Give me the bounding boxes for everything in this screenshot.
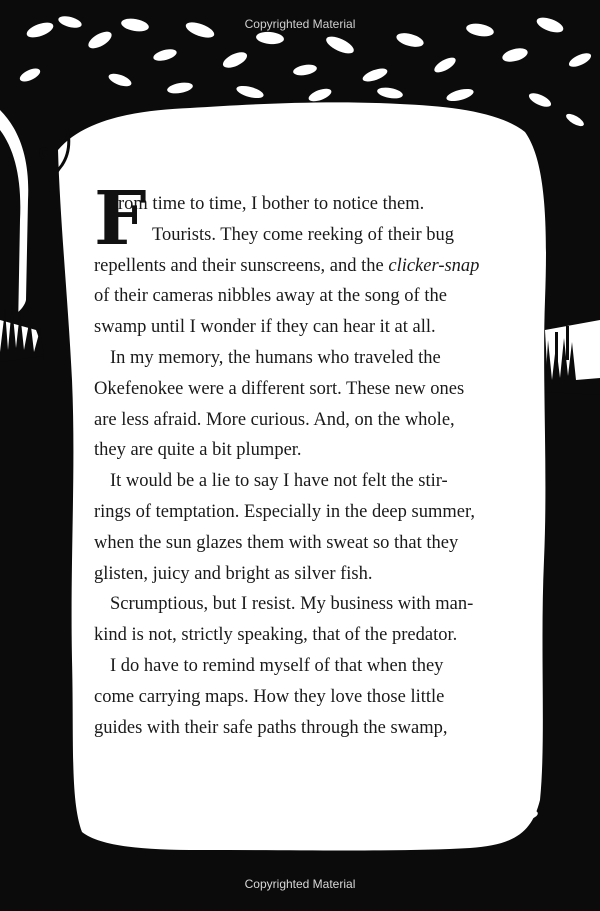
- copyright-watermark-top: Copyrighted Material: [244, 17, 356, 31]
- text-line: It would be a lie to say I have not felt the stir-: [110, 471, 448, 492]
- text-line: when the sun glazes them with sweat so that they: [94, 532, 459, 553]
- paragraph-3: [94, 343, 506, 466]
- text-line: In my memory, the humans who traveled the: [110, 347, 441, 368]
- text-line: glisten, juicy and bright as silver fish.: [94, 563, 373, 584]
- text-line: rom time to time, I bother to notice them.: [118, 194, 425, 214]
- text-line: guides with their safe paths through the swamp,: [94, 717, 448, 738]
- body-text: [94, 176, 506, 743]
- text-line: Scrumptious, but I resist. My business with man-: [110, 594, 474, 615]
- paragraph-5: [94, 589, 506, 651]
- text-line: come carrying maps. How they love those little: [94, 686, 445, 707]
- paragraph-2: [94, 220, 506, 343]
- text-line: of their cameras nibbles away at the song of the: [94, 286, 447, 307]
- text-line: swamp until I wonder if they can hear it at all.: [94, 317, 436, 338]
- text-line: Okefenokee were a different sort. These new ones: [94, 378, 465, 399]
- paragraph-6: [94, 651, 506, 743]
- text-line: are less afraid. More curious. And, on the whole,: [94, 409, 455, 430]
- text-line: kind is not, strictly speaking, that of the predator.: [94, 625, 458, 646]
- text-line: repellents and their sunscreens, and the clicker-snap: [94, 255, 480, 276]
- drop-cap: F: [94, 176, 147, 262]
- text-line: I do have to remind myself of that when they: [110, 655, 444, 676]
- copyright-watermark-bottom: Copyrighted Material: [244, 877, 356, 891]
- text-line: Tourists. They come reeking of their bug: [152, 224, 454, 245]
- text-line: rings of temptation. Especially in the deep summer,: [94, 501, 475, 522]
- paragraph-4: [94, 466, 506, 589]
- text-line: they are quite a bit plumper.: [94, 440, 302, 461]
